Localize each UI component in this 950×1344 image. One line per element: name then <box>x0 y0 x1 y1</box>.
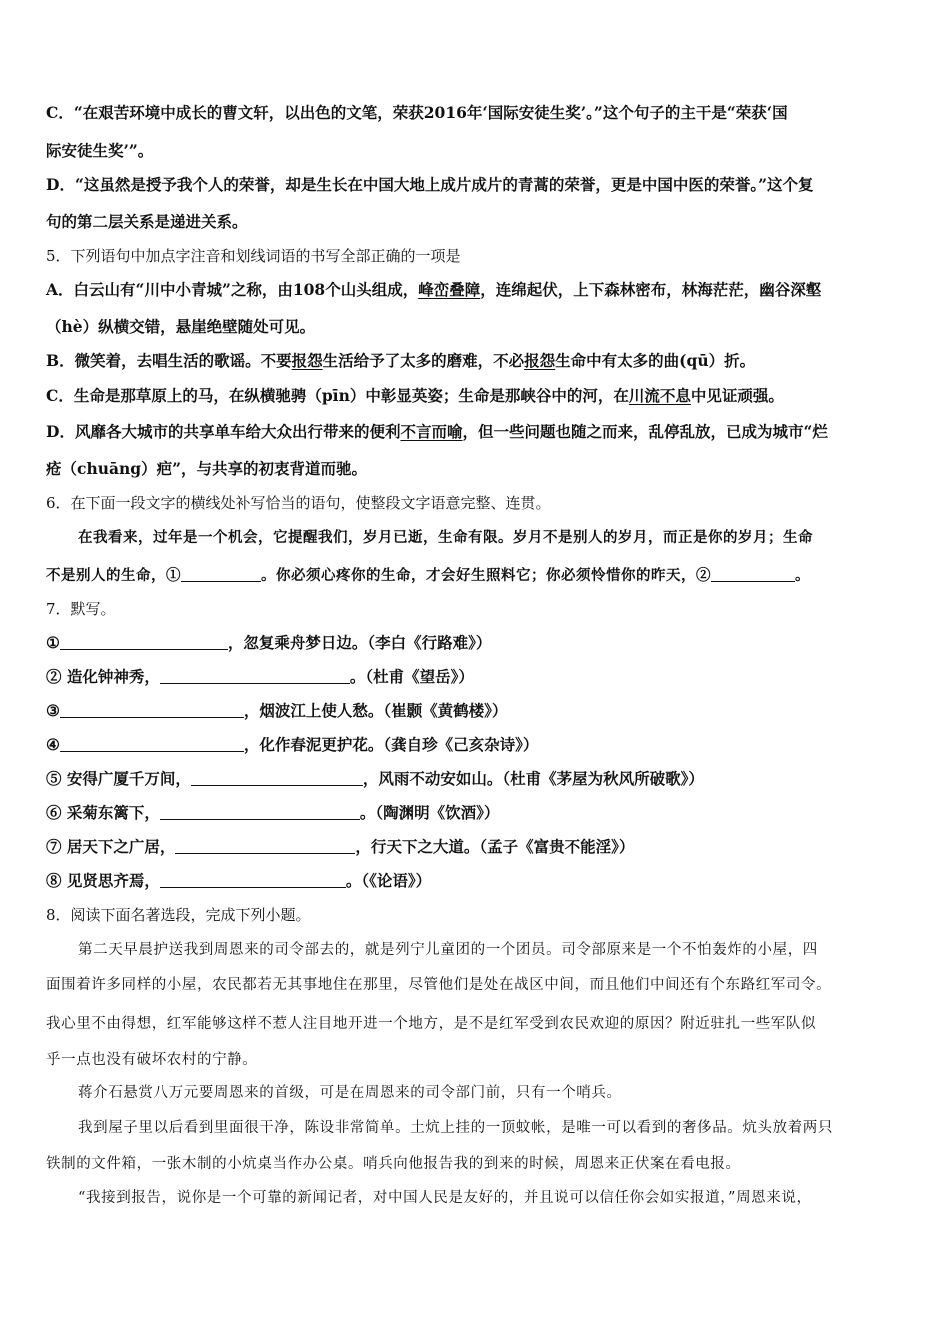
q5-c-text: C．生命是那草原上的马，在纵横驰骋（pīn）中彰显英姿；生命是那峡谷中的河，在 <box>46 386 629 405</box>
q5-a-underlined-word: 峰峦叠障 <box>418 280 481 299</box>
q6-passage-text: 不是别人的生命，① <box>46 567 181 584</box>
q7-blank-7[interactable] <box>175 839 355 854</box>
q8-passage-p1-line1: 第二天早晨护送我到周恩来的司令部去的，就是列宁儿童团的一个团员。司令部原来是一个不怕轰炸的小屋，四 <box>78 942 818 958</box>
q6-blank-1[interactable] <box>181 567 261 582</box>
q5-a-text: A．白云山有“川中小青城”之称，由108个山头组成， <box>46 280 419 299</box>
q8-passage-p3-line2: 铁制的文件箱，一张木制的小炕桌当作办公桌。哨兵向他报告我的到来的时候，周恩来正伏案在看电报。 <box>46 1156 741 1172</box>
q7-item-prefix: ⑦ 居天下之广居， <box>46 837 176 856</box>
q5-b-text-mid: 生活给予了太多的磨难，不必 <box>322 351 525 370</box>
q7-item-prefix: ⑤ 安得广厦千万间， <box>46 769 191 788</box>
q7-item-1 <box>46 631 491 653</box>
q4-option-d-line1: D．“这虽然是授予我个人的荣誉，却是生长在中国大地上成片成片的青蒿的荣誉，更是中国中医的荣誉。”这个复 <box>46 175 814 194</box>
q6-passage-text-mid: 。你必须心疼你的生命，才会好生照料它；你必须怜惜你的昨天，② <box>261 567 711 584</box>
q6-passage-line1: 在我看来，过年是一个机会，它提醒我们，岁月已逝，生命有限。岁月不是别人的岁月，而正是你的岁月；生命 <box>78 529 813 546</box>
q7-blank-1[interactable] <box>60 635 228 650</box>
q7-blank-2[interactable] <box>160 669 350 684</box>
q7-blank-3[interactable] <box>60 703 244 718</box>
q7-item-8 <box>46 869 431 891</box>
q8-passage-p1-line3: 我心里不由得想，红军能够这样不惹人注目地开进一个地方，是不是红军受到农民欢迎的原因？附近驻扎一些军队似 <box>46 1016 817 1032</box>
q7-blank-6[interactable] <box>160 805 360 820</box>
q7-item-prefix: ① <box>46 633 60 652</box>
q4-option-c-line1: C．“在艰苦环境中成长的曹文轩，以出色的文笔，荣获2016年‘国际安徒生奖’。”这个句子的主干是“荣获‘国 <box>46 103 788 122</box>
q7-blank-4[interactable] <box>60 737 244 752</box>
q7-item-5 <box>46 767 704 789</box>
q8-passage-p4-line1: “我接到报告，说你是一个可靠的新闻记者，对中国人民是友好的，并且说可以信任你会如实报道，”周恩来说， <box>78 1190 812 1206</box>
q7-item-suffix: ，风雨不动安如山。（杜甫《茅屋为秋风所破歌》） <box>362 769 704 788</box>
q8-stem: 8．阅读下面名著选段，完成下列小题。 <box>46 906 311 924</box>
q6-blank-2[interactable] <box>711 567 795 582</box>
q7-item-7 <box>46 835 634 857</box>
q7-item-6 <box>46 801 499 823</box>
q5-option-d-line1 <box>46 420 828 442</box>
q5-d-text: D．风靡各大城市的共享单车给大众出行带来的便利 <box>46 422 401 441</box>
q7-item-3 <box>46 699 507 721</box>
q5-d-underlined-word: 不言而喻 <box>400 422 463 441</box>
q6-passage-line2 <box>46 564 810 585</box>
q4-option-d-line2: 句的第二层关系是递进关系。 <box>46 212 248 231</box>
q7-item-prefix: ⑧ 见贤思齐焉， <box>46 871 160 890</box>
q5-b-underlined-word-1: 报怨 <box>291 351 323 370</box>
q5-option-d-line2: 疮（chuāng）疤”，与共享的初衷背道而驰。 <box>46 459 368 478</box>
q7-item-prefix: ② 造化钟神秀， <box>46 667 160 686</box>
q7-item-suffix: 。（陶渊明《饮酒》） <box>359 803 500 822</box>
q7-item-suffix: 。（杜甫《望岳》） <box>349 667 474 686</box>
q6-stem: 6．在下面一段文字的横线处补写恰当的语句，使整段文字语意完整、连贯。 <box>46 494 551 512</box>
q5-option-c <box>46 384 784 406</box>
q7-item-suffix: ，烟波江上使人愁。（崔颢《黄鹤楼》） <box>243 701 508 720</box>
q5-option-b <box>46 349 755 371</box>
q5-b-text-end: 生命中有太多的曲(qū）折。 <box>555 351 756 370</box>
q6-passage-text-end: 。 <box>795 567 810 584</box>
q5-option-a-line2: （hè）纵横交错，悬崖绝壁随处可见。 <box>46 317 316 336</box>
q7-item-suffix: ，忽复乘舟梦日边。（李白《行路难》） <box>227 633 492 652</box>
q7-blank-8[interactable] <box>160 873 346 888</box>
q7-blank-5[interactable] <box>191 771 363 786</box>
q7-item-prefix: ⑥ 采菊东篱下， <box>46 803 160 822</box>
q5-b-text: B．微笑着，去唱生活的歌谣。不要 <box>46 351 292 370</box>
q7-stem: 7．默写。 <box>46 600 116 618</box>
q5-option-a-line1 <box>46 278 821 300</box>
q5-d-text-end: ，但一些问题也随之而来，乱停乱放，已成为城市“烂 <box>462 422 828 441</box>
q8-passage-p1-line4: 乎一点也没有破坏农村的宁静。 <box>46 1052 258 1068</box>
q5-stem: 5．下列语句中加点字注音和划线词语的书写全部正确的一项是 <box>46 247 461 265</box>
q7-item-prefix: ④ <box>46 735 60 754</box>
q5-c-text-end: 中见证顽强。 <box>690 386 784 405</box>
q5-c-underlined-word: 川流不息 <box>628 386 691 405</box>
q8-passage-p1-line2: 面围着许多同样的小屋，农民都若无其事地住在那里，尽管他们是处在战区中间，而且他们中间还有个东路红军司令。 <box>46 977 832 993</box>
q7-item-suffix: ，行天下之大道。（孟子《富贵不能淫》） <box>355 837 635 856</box>
q4-option-c-line2: 际安徒生奖’”。 <box>46 141 154 160</box>
q7-item-suffix: 。（《论语》） <box>345 871 432 890</box>
q8-passage-p2-line1: 蒋介石悬赏八万元要周恩来的首级，可是在周恩来的司令部门前，只有一个哨兵。 <box>78 1085 622 1101</box>
q7-item-2 <box>46 665 474 687</box>
q5-b-underlined-word-2: 报怨 <box>524 351 556 370</box>
q5-a-text-end: ，连绵起伏，上下森林密布，林海茫茫，幽谷深壑 <box>480 280 822 299</box>
q7-item-4 <box>46 733 538 755</box>
q8-passage-p3-line1: 我到屋子里以后看到里面很干净，陈设非常简单。土炕上挂的一顶蚊帐，是唯一可以看到的奢侈品。炕头放着两只 <box>78 1120 833 1136</box>
q7-item-suffix: ，化作春泥更护花。（龚自珍《己亥杂诗》） <box>243 735 539 754</box>
q7-item-prefix: ③ <box>46 701 60 720</box>
